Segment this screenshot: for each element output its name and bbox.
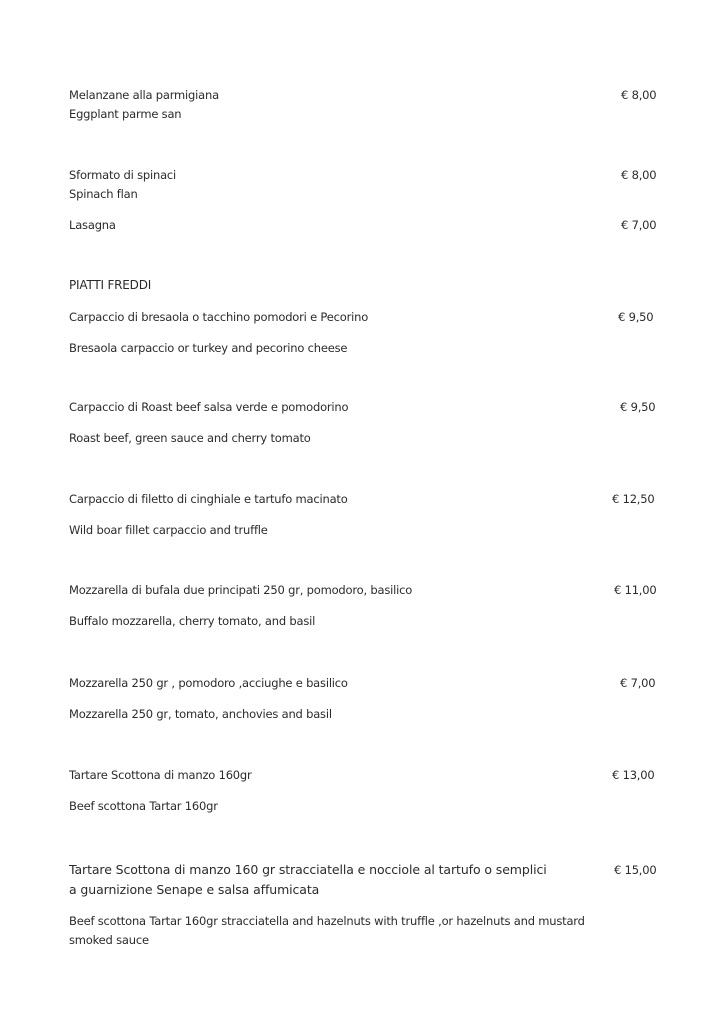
dish-name-english: Buffalo mozzarella, cherry tomato, and basil [69,614,316,628]
dish-price: € 12,50 [612,492,655,506]
dish-name-italian: Melanzane alla parmigiana [69,88,219,102]
dish-price: € 15,00 [614,863,657,877]
dish-name-english: Beef scottona Tartar 160gr [69,799,218,813]
dish-name-english-line2: smoked sauce [69,933,149,947]
dish-price: € 9,50 [618,310,654,324]
dish-price: € 13,00 [612,768,655,782]
dish-price: € 11,00 [614,583,657,597]
dish-name-italian: Carpaccio di filetto di cinghiale e tartufo macinato [69,492,348,506]
dish-name-english: Eggplant parme san [69,107,182,121]
dish-name-english: Roast beef, green sauce and cherry tomato [69,431,311,445]
dish-name-english: Beef scottona Tartar 160gr stracciatella and hazelnuts with truffle ,or hazelnuts and mustard [69,914,585,928]
dish-price: € 8,00 [621,88,657,102]
dish-name-english: Wild boar fillet carpaccio and truffle [69,523,268,537]
dish-name-english: Spinach flan [69,187,138,201]
dish-price: € 7,00 [620,676,656,690]
dish-name-italian: Carpaccio di bresaola o tacchino pomodori e Pecorino [69,310,369,324]
dish-price: € 8,00 [621,168,657,182]
dish-name-italian: Lasagna [69,218,116,232]
dish-name-italian: Mozzarella 250 gr , pomodoro ,acciughe e basilico [69,676,348,690]
dish-name-english: Bresaola carpaccio or turkey and pecorino cheese [69,341,348,355]
dish-name-italian: Tartare Scottona di manzo 160 gr stracciatella e nocciole al tartufo o semplici [69,862,547,877]
dish-name-italian: Tartare Scottona di manzo 160gr [69,768,252,782]
dish-name-english: Mozzarella 250 gr, tomato, anchovies and basil [69,707,332,721]
dish-name-italian-line2: a guarnizione Senape e salsa affumicata [69,882,320,897]
dish-name-italian: Sformato di spinaci [69,168,177,182]
dish-name-italian: Mozzarella di bufala due principati 250 gr, pomodoro, basilico [69,583,413,597]
dish-name-italian: Carpaccio di Roast beef salsa verde e pomodorino [69,400,349,414]
section-heading-piatti-freddi: PIATTI FREDDI [69,278,152,292]
dish-price: € 7,00 [621,218,657,232]
dish-price: € 9,50 [620,400,656,414]
